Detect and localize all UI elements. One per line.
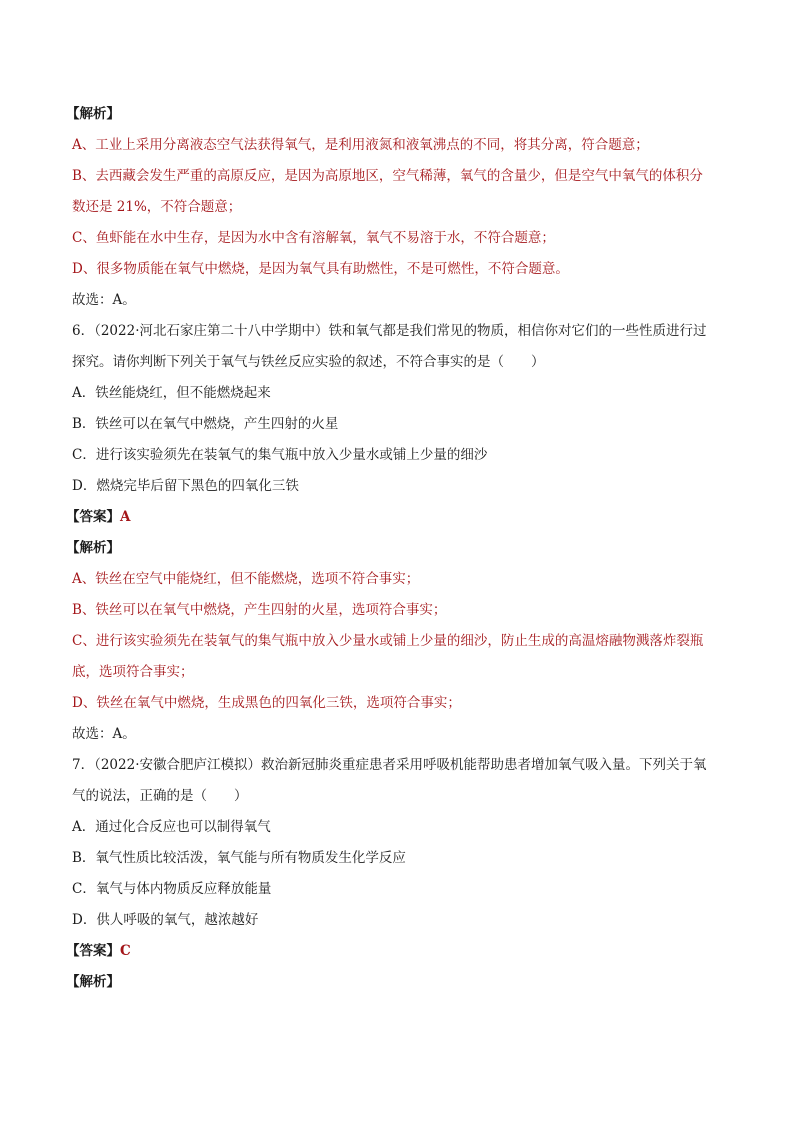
analysis-line: 底，选项符合事实；	[72, 664, 194, 680]
answer-value: C	[120, 943, 131, 959]
answer-label: 【答案】	[66, 943, 120, 959]
question-7-option-c: C．氧气与体内物质反应释放能量	[72, 881, 272, 897]
conclusion-text: 故选：A。	[72, 292, 136, 308]
question-6-stem: 6．（2022·河北石家庄第二十八中学期中）铁和氧气都是我们常见的物质，相信你对它们的一些性质进行过	[72, 323, 707, 339]
analysis-line: B、铁丝可以在氧气中燃烧，产生四射的火星，选项符合事实；	[72, 602, 447, 618]
question-7-stem: 气的说法，正确的是（ ）	[72, 788, 248, 804]
analysis-heading: 【解析】	[66, 974, 120, 990]
question-6-option-d: D．燃烧完毕后留下黑色的四氧化三铁	[72, 478, 299, 494]
question-7-option-a: A．通过化合反应也可以制得氧气	[72, 819, 271, 835]
analysis-line: 数还是 21%，不符合题意；	[72, 199, 242, 215]
question-6-answer	[66, 508, 130, 526]
analysis-line: A、铁丝在空气中能烧红，但不能燃烧，选项不符合事实；	[72, 571, 420, 587]
question-6-option-c: C．进行该实验须先在装氧气的集气瓶中放入少量水或铺上少量的细沙	[72, 447, 488, 463]
analysis-heading: 【解析】	[66, 540, 120, 556]
question-7-stem: 7．（2022·安徽合肥庐江模拟）救治新冠肺炎重症患者采用呼吸机能帮助患者增加氧气吸入量。下列关于氧	[72, 757, 707, 773]
analysis-line: D、铁丝在氧气中燃烧，生成黑色的四氧化三铁，选项符合事实；	[72, 695, 461, 711]
conclusion-text: 故选：A。	[72, 726, 136, 742]
analysis-line: C、鱼虾能在水中生存，是因为水中含有溶解氧，氧气不易溶于水，不符合题意；	[72, 230, 555, 246]
question-7-option-d: D．供人呼吸的氧气，越浓越好	[72, 912, 259, 928]
analysis-line: D、很多物质能在氧气中燃烧，是因为氧气具有助燃性，不是可燃性，不符合题意。	[72, 261, 569, 277]
question-6-option-b: B．铁丝可以在氧气中燃烧，产生四射的火星	[72, 416, 339, 432]
question-7-option-b: B．氧气性质比较活泼，氧气能与所有物质发生化学反应	[72, 850, 406, 866]
analysis-line: B、去西藏会发生严重的高原反应，是因为高原地区，空气稀薄，氧气的含量少，但是空气中氧气的体积分	[72, 168, 703, 184]
analysis-heading: 【解析】	[66, 106, 120, 122]
question-6-stem: 探究。请你判断下列关于氧气与铁丝反应实验的叙述，不符合事实的是（ ）	[72, 354, 545, 370]
answer-value: A	[120, 509, 131, 525]
analysis-line: A、工业上采用分离液态空气法获得氧气，是利用液氮和液氧沸点的不同，将其分离，符合题意；	[72, 137, 649, 153]
analysis-line: C、进行该实验须先在装氧气的集气瓶中放入少量水或铺上少量的细沙，防止生成的高温熔融物溅落炸裂瓶	[72, 633, 704, 649]
answer-label: 【答案】	[66, 509, 120, 525]
question-6-option-a: A．铁丝能烧红，但不能燃烧起来	[72, 385, 271, 401]
question-7-answer	[66, 942, 131, 960]
